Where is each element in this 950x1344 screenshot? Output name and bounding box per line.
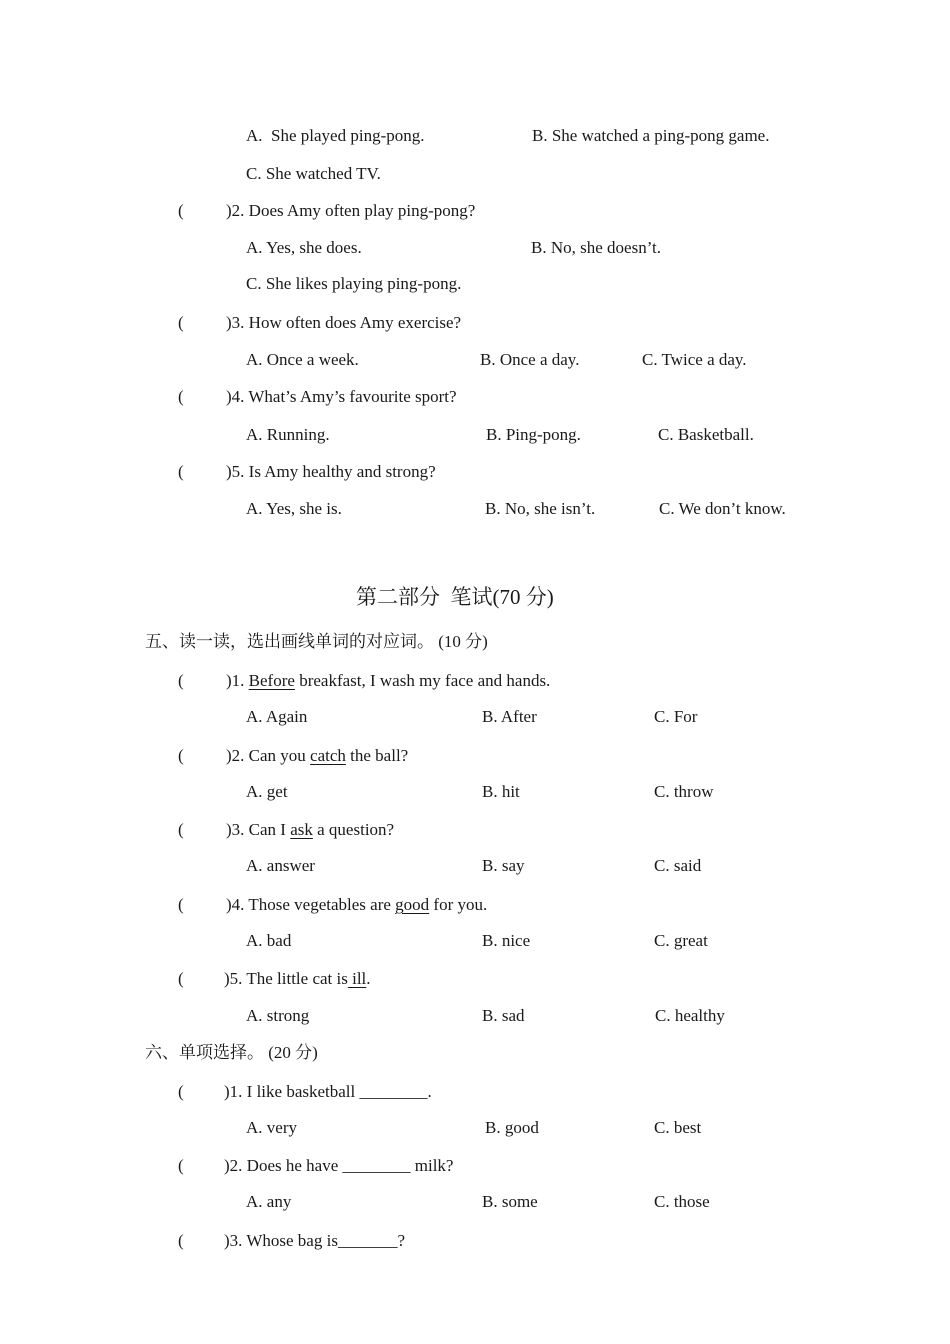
option-c: C. best <box>654 1118 702 1137</box>
option-b: B. She watched a ping-pong game. <box>532 126 770 145</box>
part-title: 第二部分 笔试(70 分) <box>356 585 554 609</box>
answer-bracket[interactable]: ( <box>178 895 184 914</box>
option-b: B. nice <box>482 931 531 950</box>
stem-prefix: )2. Does he have <box>224 1156 343 1175</box>
answer-bracket[interactable]: ( <box>178 746 184 765</box>
option-a: A. very <box>246 1118 297 1137</box>
option-b: B. hit <box>482 782 520 801</box>
question-stem: )5. Is Amy healthy and strong? <box>226 462 436 481</box>
answer-bracket[interactable]: ( <box>178 462 184 481</box>
option-b: B. After <box>482 707 537 726</box>
stem-prefix: )3. Can I <box>226 820 291 839</box>
answer-blank[interactable]: _______ <box>337 1231 398 1250</box>
option-b: B. some <box>482 1192 538 1211</box>
question-stem <box>226 820 394 840</box>
stem-suffix: the ball? <box>345 746 409 765</box>
option-c: C. those <box>654 1192 710 1211</box>
question-stem <box>224 1082 432 1102</box>
section-heading: 五、读一读，选出画线单词的对应词。 (10 分) <box>145 632 488 651</box>
stem-prefix: )1. I like basketball <box>224 1082 360 1101</box>
option-a: A. Yes, she does. <box>246 238 362 257</box>
underlined-word: ask <box>290 820 313 839</box>
option-a: A. She played ping-pong. <box>246 126 425 145</box>
answer-bracket[interactable]: ( <box>178 387 184 406</box>
question-stem: )3. How often does Amy exercise? <box>226 313 462 332</box>
option-c: C. healthy <box>655 1006 725 1025</box>
answer-bracket[interactable]: ( <box>178 1156 184 1175</box>
option-b: B. sad <box>482 1006 525 1025</box>
question-stem <box>224 969 371 989</box>
question-stem <box>226 746 408 766</box>
option-a: A. Yes, she is. <box>246 499 342 518</box>
stem-prefix: )3. Whose bag is <box>224 1231 338 1250</box>
option-b: B. No, she doesn’t. <box>531 238 662 257</box>
answer-blank[interactable]: ________ <box>359 1082 428 1101</box>
stem-suffix: for you. <box>429 895 488 914</box>
stem-suffix: ? <box>397 1231 405 1250</box>
option-a: A. any <box>246 1192 292 1211</box>
stem-prefix: )1. <box>226 671 249 690</box>
question-stem: )2. Does Amy often play ping-pong? <box>226 201 476 220</box>
option-a: A. Again <box>246 707 308 726</box>
underlined-word: good <box>395 895 430 914</box>
option-c: C. great <box>654 931 708 950</box>
stem-suffix: . <box>427 1082 432 1101</box>
option-c: C. She watched TV. <box>246 164 381 183</box>
option-c: C. said <box>654 856 702 875</box>
option-c: C. Basketball. <box>658 425 754 444</box>
stem-prefix: )4. Those vegetables are <box>226 895 396 914</box>
option-a: A. answer <box>246 856 315 875</box>
stem-suffix: breakfast, I wash my face and hands. <box>294 671 551 690</box>
stem-prefix: )5. The little cat is <box>224 969 348 988</box>
option-b: B. say <box>482 856 525 875</box>
answer-blank[interactable]: ________ <box>342 1156 411 1175</box>
underlined-word: ill <box>347 969 367 988</box>
stem-prefix: )2. Can you <box>226 746 311 765</box>
underlined-word: Before <box>248 671 295 690</box>
option-a: A. Running. <box>246 425 330 444</box>
answer-bracket[interactable]: ( <box>178 969 184 988</box>
option-c: C. We don’t know. <box>659 499 786 518</box>
option-c: C. She likes playing ping-pong. <box>246 274 462 293</box>
answer-bracket[interactable]: ( <box>178 820 184 839</box>
underlined-word: catch <box>310 746 346 765</box>
answer-bracket[interactable]: ( <box>178 671 184 690</box>
option-c: C. For <box>654 707 698 726</box>
question-stem <box>226 895 487 915</box>
stem-suffix: . <box>366 969 371 988</box>
option-a: A. Once a week. <box>246 350 359 369</box>
option-b: B. No, she isn’t. <box>485 499 596 518</box>
option-c: C. Twice a day. <box>642 350 747 369</box>
option-b: B. Once a day. <box>480 350 580 369</box>
question-stem: )4. What’s Amy’s favourite sport? <box>226 387 457 406</box>
option-b: B. Ping-pong. <box>486 425 581 444</box>
answer-bracket[interactable]: ( <box>178 1082 184 1101</box>
stem-suffix: a question? <box>312 820 395 839</box>
answer-bracket[interactable]: ( <box>178 1231 184 1250</box>
option-c: C. throw <box>654 782 714 801</box>
option-a: A. get <box>246 782 288 801</box>
option-b: B. good <box>485 1118 539 1137</box>
question-stem <box>224 1156 453 1176</box>
answer-bracket[interactable]: ( <box>178 201 184 220</box>
answer-bracket[interactable]: ( <box>178 313 184 332</box>
question-stem <box>224 1231 405 1251</box>
option-a: A. bad <box>246 931 292 950</box>
section-heading: 六、单项选择。 (20 分) <box>145 1043 318 1062</box>
option-a: A. strong <box>246 1006 310 1025</box>
stem-suffix: milk? <box>410 1156 454 1175</box>
question-stem <box>226 671 550 691</box>
